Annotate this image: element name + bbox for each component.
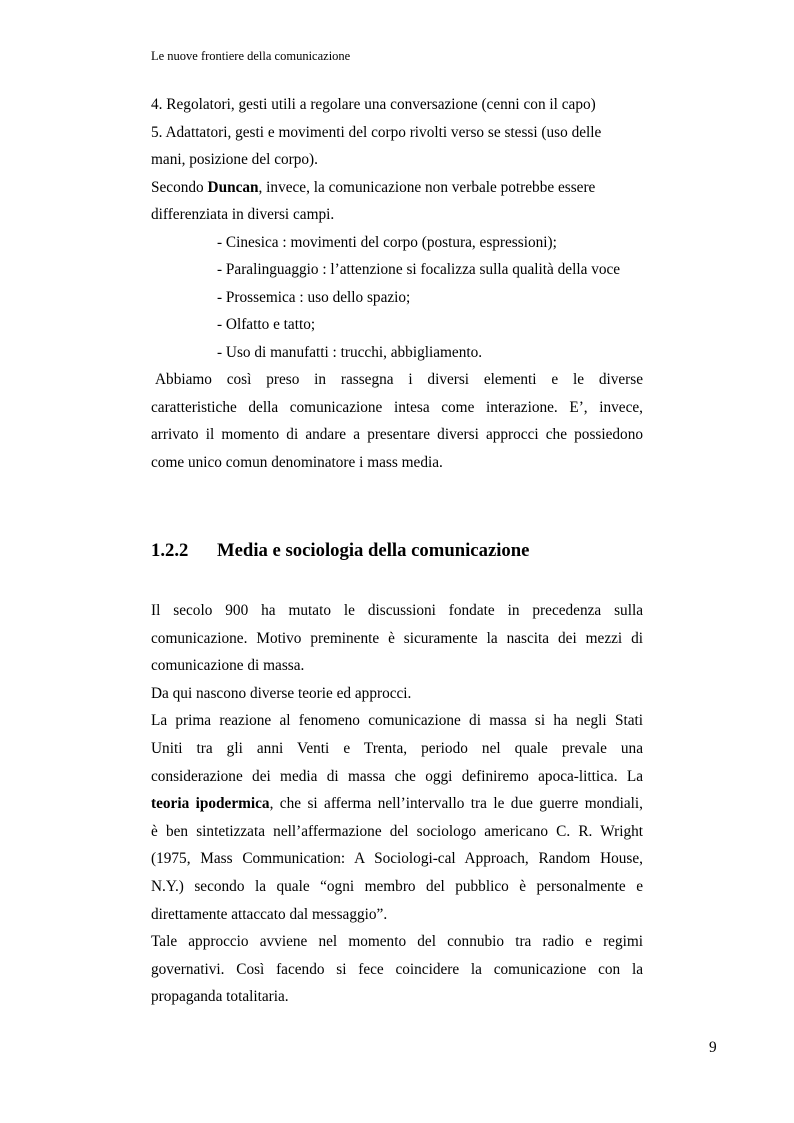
text-line: Da qui nascono diverse teorie ed approcci.: [151, 684, 412, 702]
text-line: Il secolo 900 ha mutato le discussioni fondate in precedenza sulla: [151, 602, 643, 619]
text-line: La prima reazione al fenomeno comunicazione di massa si ha negli Stati: [151, 712, 643, 730]
text-line: mani, posizione del corpo).: [151, 151, 318, 168]
section-number: 1.2.2: [151, 540, 189, 561]
text-line: caratteristiche della comunicazione intesa come interazione. E’, invece,: [151, 398, 643, 416]
section-title: Media e sociologia della comunicazione: [217, 540, 530, 561]
paragraph-block-bottom: [151, 597, 643, 1011]
text-line: Uniti tra gli anni Venti e Trenta, periodo nel quale prevale una: [151, 739, 643, 757]
list-item: - Cinesica : movimenti del corpo (postura, espressioni);: [217, 233, 557, 251]
text-line: Tale approccio avviene nel momento del connubio tra radio e regimi: [151, 933, 643, 951]
text-line: (1975, Mass Communication: A Sociologi-cal Approach, Random House,: [151, 850, 643, 868]
text-line: propaganda totalitaria.: [151, 988, 289, 1006]
text-line: Abbiamo così preso in rassegna i diversi elementi e le diverse: [155, 371, 643, 388]
text-line: teoria ipodermica, che si afferma nell’intervallo tra le due guerre mondiali,: [151, 795, 643, 813]
paragraph-block-top: [151, 91, 643, 476]
term-teoria-ipodermica: teoria ipodermica: [151, 795, 270, 813]
text-line: comunicazione. Motivo preminente è sicuramente la nascita dei mezzi di: [151, 629, 643, 647]
text-line: è ben sintetizzata nell’affermazione del sociologo americano C. R. Wright: [151, 822, 643, 840]
text-line: N.Y.) secondo la quale “ogni membro del pubblico è personalmente e: [151, 877, 643, 895]
list-item: - Prossemica : uso dello spazio;: [217, 288, 411, 306]
text-line: differenziata in diversi campi.: [151, 206, 335, 223]
list-item: - Olfatto e tatto;: [217, 316, 316, 333]
text-line: comunicazione di massa.: [151, 657, 305, 675]
text-line: 4. Regolatori, gesti utili a regolare una conversazione (cenni con il capo): [151, 96, 596, 113]
page-number: 9: [709, 1039, 717, 1056]
section-heading: [151, 538, 529, 564]
text-line: direttamente attaccato dal messaggio”.: [151, 905, 388, 923]
list-item: - Uso di manufatti : trucchi, abbigliamento.: [217, 343, 483, 361]
text-line: governativi. Così facendo si fece coincidere la comunicazione con la: [151, 960, 643, 978]
text-line: 5. Adattatori, gesti e movimenti del corpo rivolti verso se stessi (uso delle: [151, 123, 602, 141]
text-line: considerazione dei media di massa che oggi definiremo apoca-littica. La: [151, 767, 643, 785]
text-line: come unico comun denominatore i mass media.: [151, 453, 443, 471]
running-header: Le nuove frontiere della comunicazione: [151, 49, 351, 63]
author-name-duncan: Duncan: [207, 178, 259, 196]
text-line: arrivato il momento di andare a presentare diversi approcci che possiedono: [151, 426, 643, 443]
text-line: Secondo Duncan, invece, la comunicazione non verbale potrebbe essere: [151, 178, 596, 196]
list-item: - Paralinguaggio : l’attenzione si focalizza sulla qualità della voce: [217, 261, 621, 278]
